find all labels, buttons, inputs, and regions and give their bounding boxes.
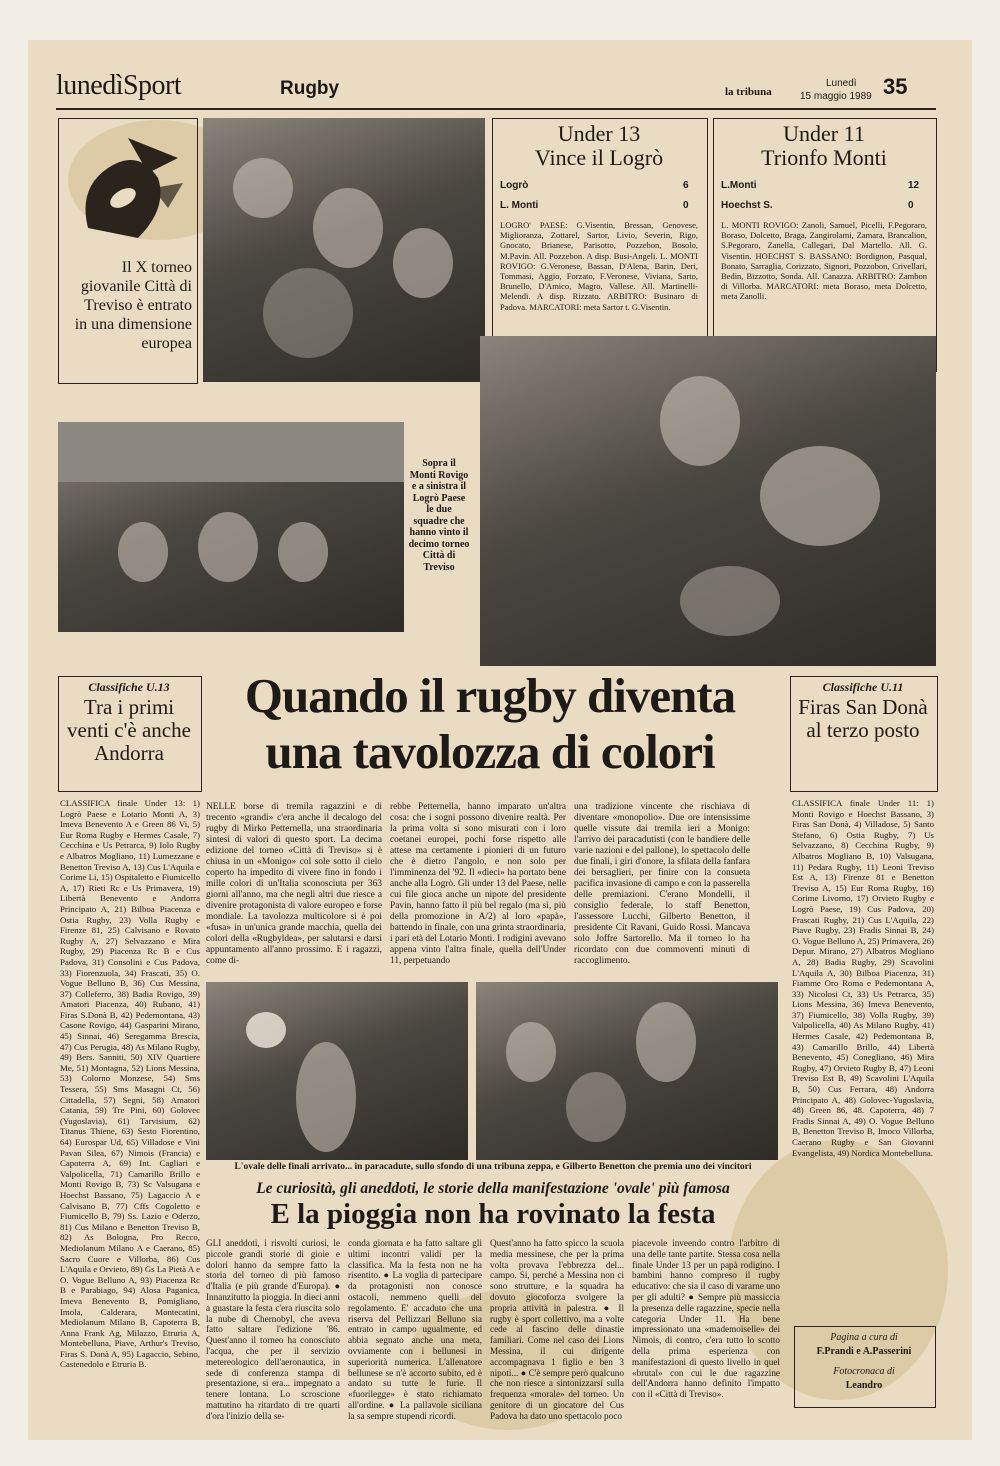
right-sidebar-kicker: Classifiche U.11	[822, 680, 904, 694]
credit-line2: F.Prandi e A.Passerini	[816, 1346, 912, 1357]
under11-report: L. MONTI ROVIGO: Zanoli, Samuel, Picelli, F.Pegoraro, Boraso, Dolcetto, Braga, Zangirolami, Zamara, Brancalion, S.Pegoraro, Zanella, Callegari, Dal Martello. All. G. Visentin. HOECHST S. BASSANO: Bordignon, Pasqual, Bonato, Sarraglia, Corizzato, Signori, Pozzobon, Crivellari, Bedin, Bizzotto, Sonda. All. Canazza. ARBITRO: Zambon di Villorba. MARCATORI: meta Boraso, meta Dolcetto, meta Zanolli.	[721, 220, 927, 302]
left-sidebar-title: Tra i primi venti c'è anche Andorra	[67, 695, 191, 765]
under11-title-line2: Trionfo Monti	[761, 145, 887, 170]
second-article-col1: GLI aneddoti, i risvolti curiosi, le piccole grandi storie di gioie e dolori hanno da sempre fatto la storia del torneo di più famoso d'Italia (e più grande d'Europa). ● Innanzitutto la pioggia. In dieci anni a guastare la festa c'era riuscita solo la nube di Chernobyl, che aveva fatto saltare l'edizione '86. Quest'anno il torneo ha conosciuto l'acqua, che per il servizio metereologico dell'aeronautica, in sede di conferenza stampa di presentazione, si era... impegnato a tenere lontana. Lo scroscione mattutino ha ritardato di tre quarti d'ora l'inizio della se-	[206, 1238, 340, 1421]
main-article-col2: rebbe Petternella, hanno imparato un'altra cosa: che i sogni possono divenire realtà. Per la prima volta si sono misurati con i loro coetanei europei, pochi forse rispetto alle attese ma certamente i pionieri di un futuro che è dietro l'angolo, e non solo per l'imminenza del '92. Il «dieci» ha portato bene anche alla Logrò. Gli under 13 del Paese, nelle cui file gioca anche un nipote del presidente Pavin, hanno fatto il più bel regalo (ma sì, più della promozione in A/2) al loro «papà», battendo in finale, con una grinta straordinaria, i pari età del Lotario Monti. I rodigini avevano appena vinto l'altra finale, quella dell'Under 11, perpetuando	[390, 802, 566, 966]
section-title: Rugby	[280, 78, 340, 99]
credit-line1: Pagina a cura di	[830, 1332, 898, 1343]
left-sidebar-kicker: Classifiche U.13	[88, 680, 170, 694]
section-logo: lunedìSport	[56, 70, 182, 101]
credit-line3: Fotocronaca di	[833, 1366, 895, 1377]
weekday: Lunedì	[826, 78, 857, 89]
under13-title-line1: Under 13	[557, 121, 641, 146]
under13-score2: 0	[683, 200, 689, 211]
torn-corner	[728, 1120, 972, 1190]
right-sidebar-title: Firas San Donà al terzo posto	[798, 695, 928, 742]
second-article-col4: piacevole inveendo contro l'arbitro di una delle tante partite. Stessa cosa nella finale Under 13 per un papà rodigino. I bambini hanno compreso il rugby educativo: che sia il caso di vararne uno per gli adulti? ● Sempre più massiccia la presenza delle ragazzine, specie nella categoria Under 11. Ha bene impressionato una «mademoiselle» dei Nimois, di contro, c'era tutto lo scotto della prima esperienza con manifestazioni di questo livello in quel «brutal» con cui le due ragazzine dell'Andorra hanno definito l'impatto con il «Città di Treviso».	[632, 1238, 780, 1400]
under11-team2: Hoechst S.	[721, 200, 773, 211]
under11-team1: L.Monti	[721, 180, 757, 191]
main-article-col1: NELLE borse di tremila ragazzini e di trecento «grandi» c'era anche il decalogo del rugby di Mirko Petternella, una straordinaria sintesi di valori di questo sport. La decima edizione del torneo «Città di Treviso» si è chiusa in un «Monigo» col sole sotto il cielo coperto ha impedito di vivere fino in fondo i mille colori di un'Italia sconosciuta per 363 giorni all'anno, ma che negli altri due riesce a divenire protagonista di valore europeo e forse mondiale. La tavolozza multicolore si è poi «fusa» in un'unica grande macchia, quella dei colori della «Rugbyldea», per salutarsi e darsi appuntamento all'anno prossimo. E i ragazzi, come di-	[206, 802, 382, 966]
main-headline-line1: Quando il rugby diventa	[244, 668, 736, 723]
parachute-ball-photo	[206, 982, 468, 1160]
issue-date: 15 maggio 1989	[800, 91, 872, 102]
main-headline-line2: una tavolozza di colori	[265, 724, 715, 779]
under11-title-line1: Under 11	[783, 121, 865, 146]
under13-score1: 6	[683, 180, 689, 191]
bottom-photo-caption: L'ovale delle finali arrivato... in paracadute, sullo sfondo di una tribuna zeppa, e Gilberto Benetton che premia uno dei vincitori	[234, 1162, 752, 1172]
under13-title-line2: Vince il Logrò	[534, 145, 664, 170]
paper-name: la tribuna	[725, 86, 772, 98]
rugby-player-illustration	[68, 128, 188, 248]
under13-team2: L. Monti	[500, 200, 539, 211]
second-kicker: Le curiosità, gli aneddoti, le storie della manifestazione 'ovale' più famosa	[256, 1180, 730, 1197]
intro-caption: Il X torneo giovanile Città di Treviso è entrato in una dimensione europea	[74, 259, 192, 352]
under13-team1: Logrò	[500, 180, 529, 191]
page-number: 35	[883, 74, 908, 99]
masthead-rule	[56, 108, 936, 110]
under11-score2: 0	[908, 200, 914, 211]
left-sidebar-standings: CLASSIFICA finale Under 13: 1) Logrò Paese e Lotario Monti A, 3) Imeva Benevento A e Green 86 Vi, 5) Eur Roma Rugby e Hermes Casale, 7) Cecchina e Us Petrarca, 9) Iolo Rugby e Albatros Mogliano, 11) Lumezzane e Benetton Treviso A, 13) Cus L'Aquila e Corime Li, 15) Ospitaletto e Fiumicello A, 17) Rieti Rc e Us Primavera, 19) Libertà Benevento e Andorra Principato A, 21) Bilboa Piacenza e Ostia Rugby, 23) Volla Rugby e Firenze 81, 25) Calvisano e Rovato Rugby A, 27) Selvazzano e Mira Rugby, 29) Piacenza Rc B e Cus Padova, 31) Consolini e Cus Padova, 33) Fiorenzuola, 34) Frascati, 35) O. Vogue Belluno B, 36) Cus Messina, 37) Colleferro, 38) Badia Rovigo, 39) Amatori Piacenza, 40) Rubano, 41) Firas S.Donà B, 42) Pedemontana, 43) Casone Rovigo, 44) Gasparini Mirano, 45) Sinnai, 46) Seregamma Brescia, 47) Cus Perugia, 48) As Milano Rugby, 49) Bers. Sanniti, 50) XIV Quartiere Me, 51) Montagna, 52) Lions Messina, 53) Colorno Monzese, 54) Sms Tessera, 55) Sms Masagni Ct, 56) Cittadella, 57) Segni, 58) Amatori Catania, 59) Tre Pini, 60) Golovec (Yugoslavia), 61) Tarvisium, 62) Titanus Thiene, 63) Sesto Fiorentino, 64) Eurospar Ud, 65) Villadose e Vini Pavan Silea, 67) Nimois (Francia) e Capoterra A, 69) Int. Cagliari e Valpolicella, 71) Camarillo Brillo e Monti Rovigo B, 73) Sc Valsugana e Hoechst Bassano, 75) Lagaccio A e Calvisano B, 77) Cffs Cogoletto e Fiumicello B, 79) Ss. Lazio e Oderzo, 81) Cus Milano e Benetton Treviso B, 82) As Bologna, Pro Recco, Mediolanum Milano A e Caerano, 85) Sacro Cuore e Villorba, 86) Cus L'Aquila e Orvieto, 89) Gs La Pietà A e O. Vogue Belluno A, 93) Piacenza Rc B e Parabiago, 94) Alosa Paganica, Imeva Benevento B, Pomigliano, Imola, Calderara, Montecatini, Mediolanum Milano B, Capoterra B, Anna Frank Ag, Milazzo, Etruria A, Montebelluna, Piave, Arthur's Treviso, Firas S. Donà A, 95) Lagaccio, Sebino, Castenedolo e Etruria B.	[60, 798, 200, 1370]
logro-team-photo	[58, 422, 404, 632]
second-article-col2: conda giornata e ha fatto saltare gli ultimi incontri validi per la classifica. Ma la festa non ne ha risentito. ● La voglia di partecipare da protagonisti non conosce ostacoli, nemmeno quelli del regolamento. E' accaduto che una riserva del Pellizzari Belluno sia entrato in campo ugualmente, ed abbia segnato anche una meta, ovviamente con i bellunesi in superiorità numerica. L'allenatore bellunese se n'è accorto subito, ed è andato su tutte le furie. Il «fuorilegge» è stato richiamato all'ordine. ● La pallavole siciliana la sa sempre stupendi ricordi.	[348, 1238, 482, 1421]
newspaper-page	[28, 40, 972, 1440]
scrum-photo	[480, 336, 936, 666]
second-headline: E la pioggia non ha rovinato la festa	[270, 1198, 716, 1230]
under11-score1: 12	[908, 180, 920, 191]
main-article-col3: una tradizione vincente che rischiava di diventare «monopolio». Due ore intensissime quelle vissute dai tremila ieri a Monigo: l'arrivo dei paracadutisti (con le bandiere delle varie nazioni e del pallone), lo spettacolo delle due finali, i giri d'onore, la sfilata della fanfara dei bersaglieri, per finire con la consueta pacifica invasione di campo e con la passerella delle premiazioni. C'erano Mondelli, il consiglio federale, lo staff Benetton, l'assessore Lucchi, Gilberto Benetton, il presidente Cit Ravani, Guido Rossi. Mancava solo Joffre Sartorello. Ma il torneo lo ha ricordato con due commoventi minuti di raccoglimento.	[574, 802, 750, 966]
under13-report: LOGRO' PAESE: G.Visentin, Bressan, Genovese, Miglioranza, Zottarel, Sartor, Livio, Severin, Rigo, Gnocato, Brianese, Parisotto, Pozzebon, Bosolo, M.Pavin. All. Pozzebon. A disp. Busi-Angeli. L. MONTI ROVIGO: G.Veronese, Bassan, D'Alena, Barin, Deri, Tommasi, Aggio, Forzato, F.Veronese, Viviana, Sarto, Brunello, D'Amico, Magro, Vallese. All. Martinelli-Melendi. A disp. Rizzato. ARBITRO: Businaro di Padova. MARCATORI: meta Sartor t. G.Visentin.	[500, 220, 698, 312]
credit-line4: Leandro	[845, 1380, 883, 1391]
second-article-col3: Quest'anno ha fatto spicco la scuola media messinese, che per la prima volta provava l'ebbrezza del... campo. Si, perché a Messina non ci sono strutture, e la squadra ha dovuto giocoforza svolgere la propria attività in palestra. ● Il rugby è sport collettivo, ma a volte cede al fascino delle dinastie familiari. Come nel caso dei Lions Messina, il cui dirigente accompagnava 1 figlio e ben 3 nipoti... ● C'è sempre però qualcuno che non riesce a sintonizzarsi sulla frequenza «morale» del torneo. Un genitore di un giocatore del Cus Padova ha dato uno spettacolo poco	[490, 1238, 624, 1421]
photo-caption-mid: Sopra il Monti Rovigo e a sinistra il Logrò Paese le due squadre che hanno vinto il decimo torneo Città di Treviso	[408, 458, 470, 573]
team-celebration-photo	[203, 118, 485, 382]
right-sidebar-standings: CLASSIFICA finale Under 11: 1) Monti Rovigo e Hoechst Bassano, 3) Firas San Donà, 4) Villadose, 5) Santo Stefano, 6) Ostia Rugby, 7) Us Selvazzano, 8) Cecchina Rugby, 9) Albatros Mogliano B, 10) Valsugana, 11) Pedara Rugby, 11) Leoni Treviso Est A, 13) Firenze 81 e Benetton Treviso A, 15) Eur Roma Rugby, 16) Corime Livorno, 17) Orvieto Rugby e Logrò Paese, 19) Cus Padova, 20) Frascati Rugby, 21) Cus L'Aquila, 22) Piave Rugby, 23) Fradis Sinnai B, 24) O. Vogue Belluno A, 25) Primavera, 26) Depur. Mirano, 27) Albatros Mogliano A, 28) Badia Rugby, 29) Scavolini L'Aquila A, 30) Bilboa Piacenza, 31) Fiamme Oro Roma e Pedemontana A, 33) Nicolosi Ct, 33) Us Petrarca, 35) Lions Messina, 36) Imeva Benevento, 37) Fiumicello, 38) Volla Rugby, 39) Valpolicella, 40) As Milano Rugby, 41) Hermes Casale, 42) Pedemontana B, 43) Camarillo Brillo, 44) Libertà Benevento, 45) Conegliano, 46) Mira Rugby, 47) Orvieto Rugby B, 47) Leoni Treviso Est B, 49) Scavolini L'Aquila B, 50) Cus Ferrara, 48) Andorra Principato A, 48) Golovec-Yugoslavia, 48) Green 86, 48. Capoterra, 48) 7 Fradis Sinnai A, 49) O. Vogue Belluno B, Benetton Treviso B, Imoco Villorba, Caerano Rugby e San Giovanni Evangelista, 49) Nordica Montebelluna.	[792, 798, 934, 1158]
